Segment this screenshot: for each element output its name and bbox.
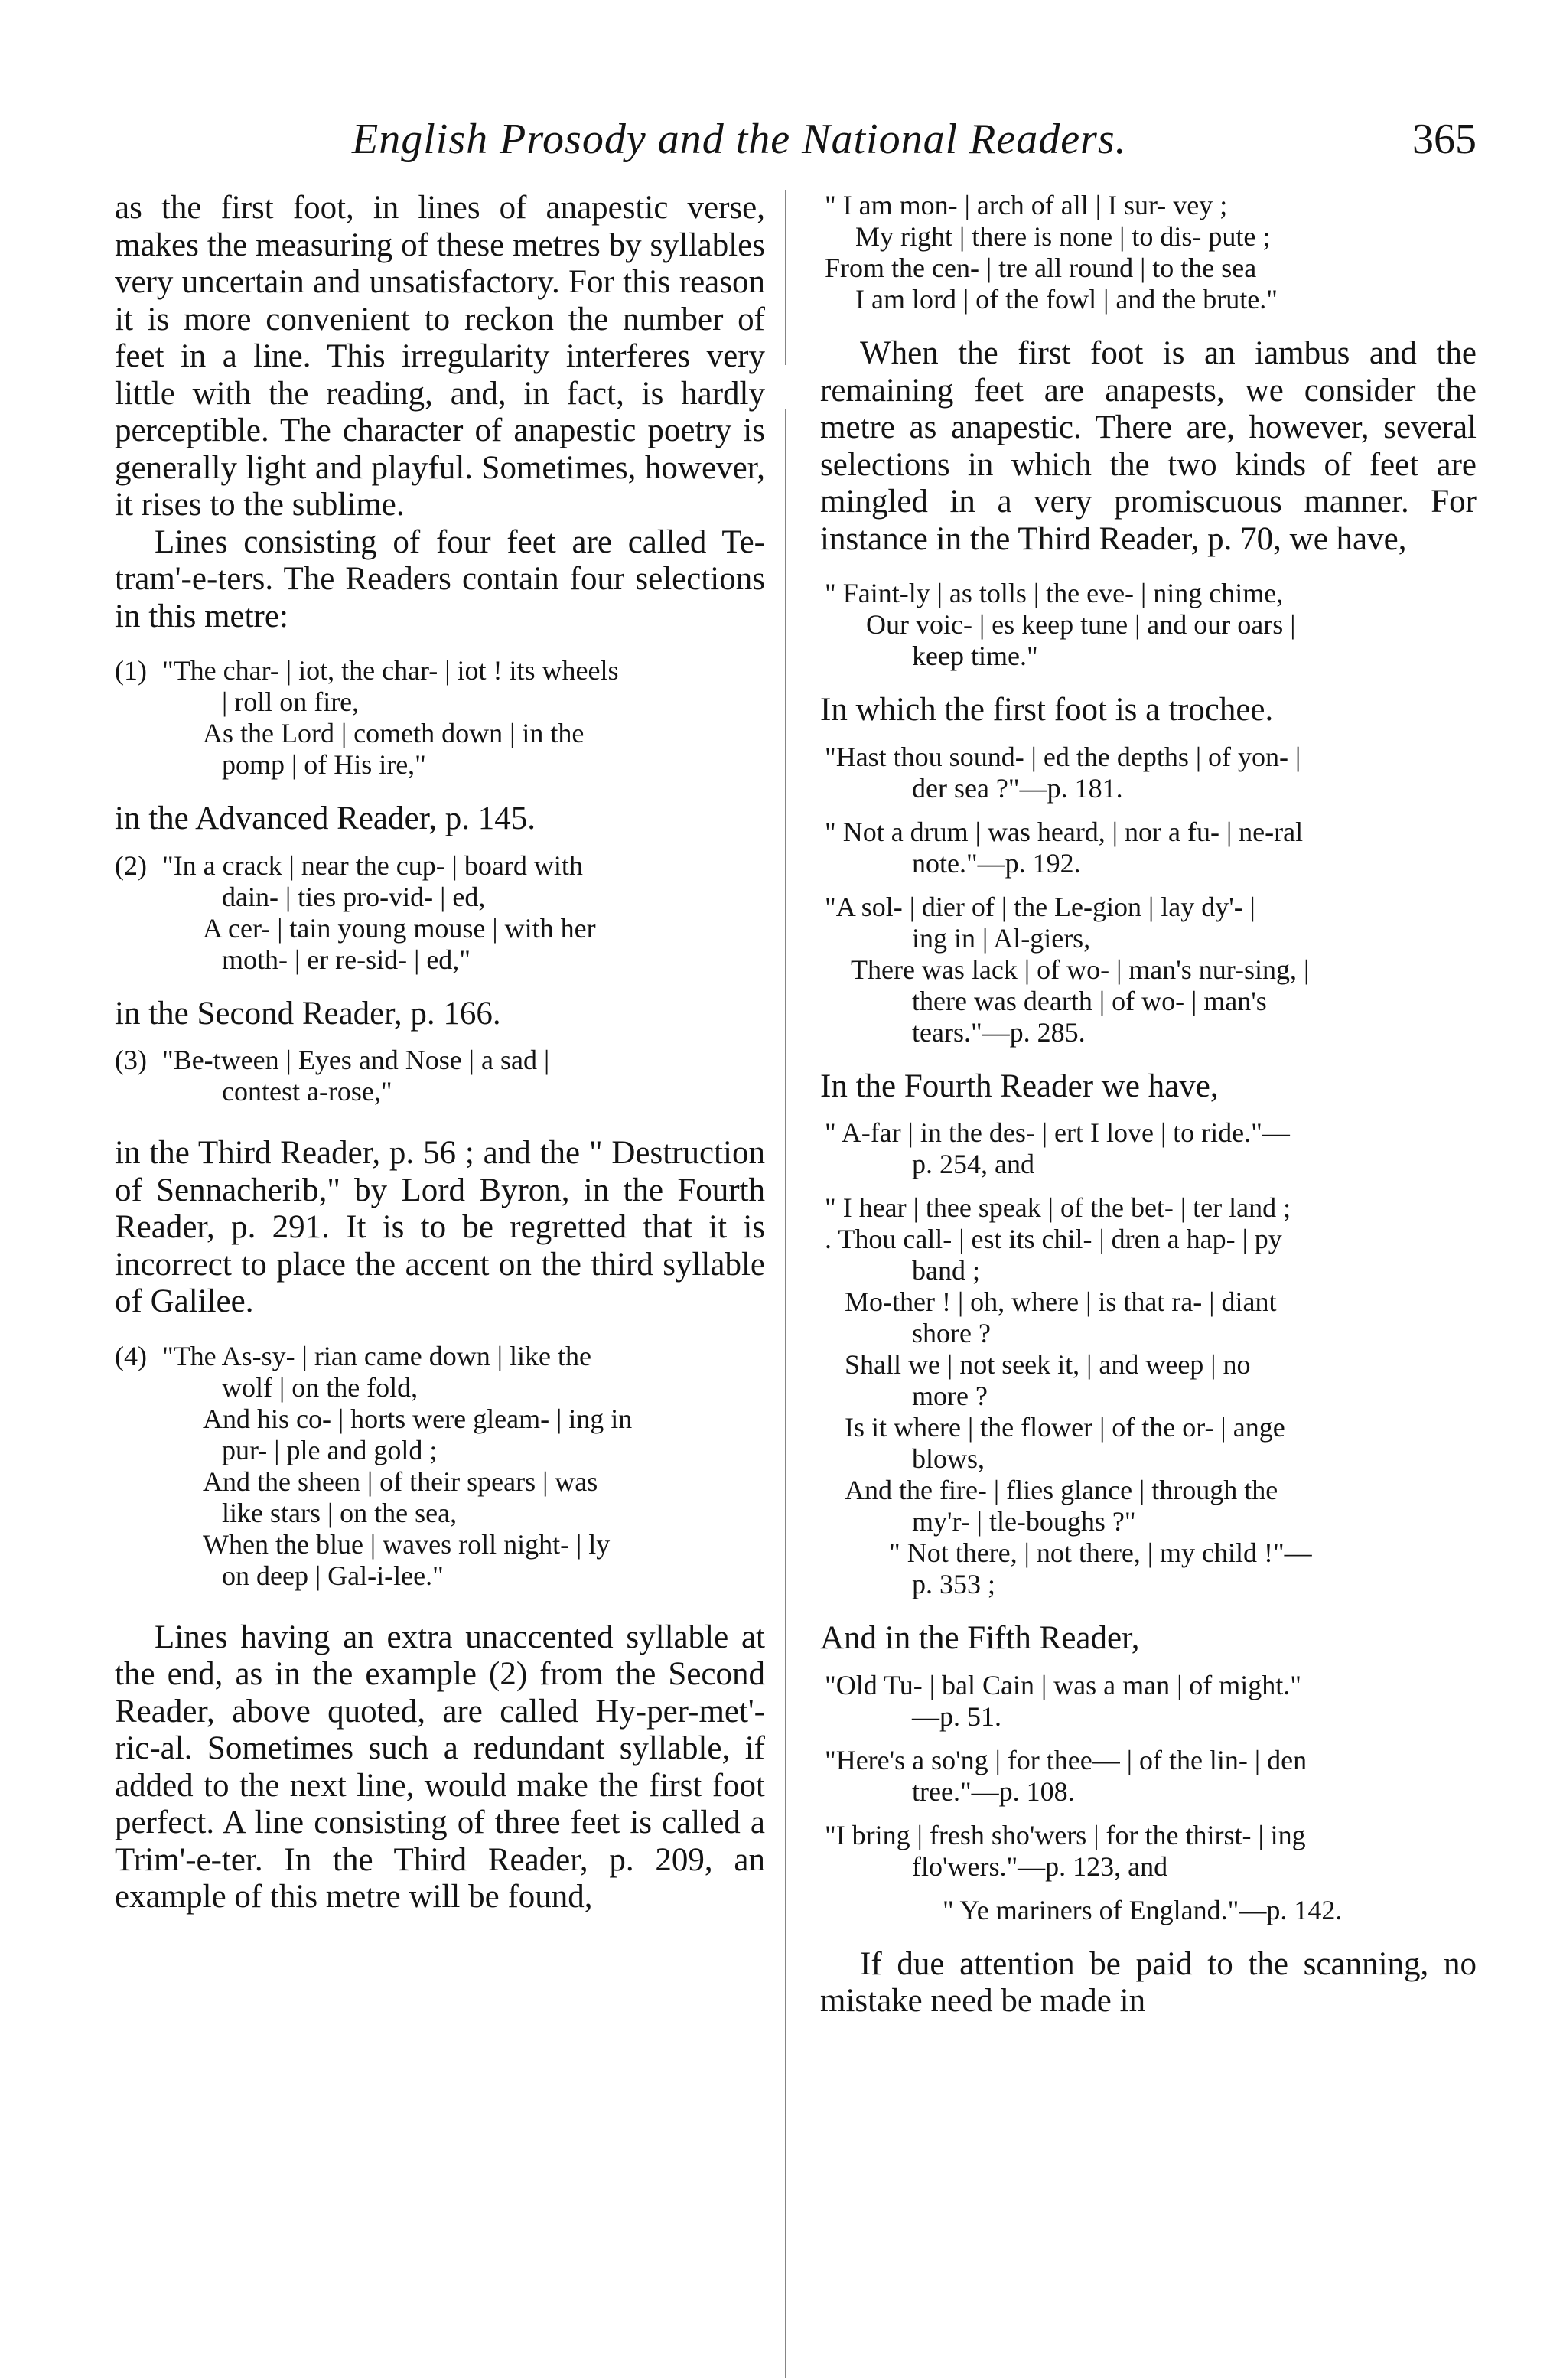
verse-line: My right | there is none | to dis- pute ; [855,221,1271,252]
verse-line: p. 353 ; [912,1569,996,1599]
verse-line: . Thou call- | est its chil- | dren a hap- | py [825,1224,1282,1254]
verse-line: on deep | Gal-i-lee." [222,1560,444,1591]
verse-line: "Here's a so'ng | for thee— | of the lin- | den [825,1744,1307,1775]
verse-line: more ? [912,1381,988,1411]
paragraph: in the Third Reader, p. 56 ; and the " Destruction of Sennacherib," by Lord Byron, in the Fourth Reader, p. 291. It is to be regretted that it is incorrect to place the accent on the third syllable of Galilee. [115,1135,765,1319]
verse-line: "In a crack | near the cup- | board with [162,849,583,881]
verse-line: my'r- | tle-boughs ?" [912,1506,1136,1537]
page-number: 365 [1412,116,1477,163]
verse-line: contest a-rose," [222,1076,392,1107]
paragraph: in the Advanced Reader, p. 145. [115,800,536,836]
verse-line: "Hast thou sound- | ed the depths | of yon- | [825,741,1301,772]
paragraph: in the Second Reader, p. 166. [115,995,501,1032]
verse-quote [820,190,1477,315]
verse-line: shore ? [912,1318,991,1348]
verse-line: And the fire- | flies glance | through the [845,1475,1278,1505]
verse-line: Mo-ther ! | oh, where | is that ra- | diant [845,1286,1277,1317]
verse-line: pomp | of His ire," [222,749,426,780]
paragraph: In which the first foot is a trochee. [820,692,1274,728]
verse-line: keep time." [912,641,1038,671]
verse-line: Our voic- | es keep tune | and our oars | [866,609,1296,640]
verse-line: p. 254, and [912,1149,1034,1179]
verse-line: there was dearth | of wo- | man's [912,985,1267,1016]
verse-line: " Faint-ly | as tolls | the eve- | ning chime, [825,578,1284,608]
verse-quote [820,1745,1477,1808]
verse-quote [820,1670,1477,1733]
left-column [115,190,765,1916]
verse-line: When the blue | waves roll night- | ly [203,1528,611,1560]
verse-line: "The As-sy- | rian came down | like the [162,1340,591,1371]
verse-line: " Ye mariners of England."—p. 142. [943,1894,1343,1925]
verse-line: tears."—p. 285. [912,1016,1086,1048]
verse-quote [820,1895,1477,1926]
paragraph: And in the Fifth Reader, [820,1620,1140,1656]
verse-quote: (2) "In a crack | near the cup- | board with dain- | ties pro-vid- | ed, A cer- | tain young mouse | with her moth- | er re-sid- | ed," [115,850,765,976]
verse-line: There was lack | of wo- | man's nur-sing, | [851,954,1310,985]
verse-quote [820,578,1477,672]
verse-quote: (3) "Be-tween | Eyes and Nose | a sad | contest a-rose," [115,1045,765,1107]
verse-line: " Not a drum | was heard, | nor a fu- | ne-ral [825,816,1304,847]
verse-line: "Be-tween | Eyes and Nose | a sad | [162,1045,550,1075]
verse-line: der sea ?"—p. 181. [912,772,1123,804]
verse-line: " I hear | thee speak | of the bet- | ter land ; [825,1192,1291,1223]
verse-line: like stars | on the sea, [222,1497,458,1528]
column-divider [785,190,786,2378]
verse-quote [820,742,1477,804]
verse-line: "A sol- | dier of | the Le-gion | lay dy'- | [825,891,1255,922]
paragraph: as the first foot, in lines of anapestic verse, makes the measuring of these metres by syllables very uncertain and unsatisfactory. For this reason it is more convenient to reckon the number of feet in a line. This irregularity interferes very little with the reading, and, in fact, is hardly perceptible. The character of anapestic poetry is generally light and playful. Sometimes, however, it rises to the sublime. [115,190,765,523]
verse-quote: (1) "The char- | iot, the char- | iot ! its wheels | roll on fire, As the Lord | cometh down | in the pomp | of His ire," [115,655,765,781]
verse-line: Is it where | the flower | of the or- | ange [845,1412,1285,1443]
paragraph: Lines having an extra unaccented syllable at the end, as in the example (2) from the Second Reader, above quoted, are called Hy-per-met'-ric-al. Sometimes such a redundant syllable, if added to the next line, would make the first foot perfect. A line consisting of three feet is called a Trim'-e-ter. In the Third Reader, p. 209, an example of this metre will be found, [115,1619,765,1915]
right-column [820,190,1477,2020]
verse-quote [820,1192,1477,1600]
verse-quote [820,892,1477,1048]
verse-line: ing in | Al-giers, [912,922,1091,954]
verse-line: A cer- | tain young mouse | with her [203,912,596,944]
verse-quote [820,1820,1477,1883]
verse-line: From the cen- | tre all round | to the sea [825,253,1257,283]
verse-line: band ; [912,1255,980,1286]
verse-line: flo'wers."—p. 123, and [912,1850,1168,1882]
verse-line: " Not there, | not there, | my child !"— [889,1537,1312,1568]
paragraph: If due attention be paid to the scanning, no mistake need be made in [820,1945,1477,2019]
verse-quote: (4) "The As-sy- | rian came down | like the wolf | on the fold, And his co- | horts were gleam- | ing in pur- | ple and gold ; And the sheen | of their spears | was like stars | on the sea, When the blue | waves roll night- | ly on deep | Gal-i-lee." [115,1341,765,1592]
verse-line: —p. 51. [912,1700,1001,1732]
verse-line: "I bring | fresh sho'wers | for the thirst- | ing [825,1819,1306,1850]
verse-line: And his co- | horts were gleam- | ing in [203,1403,633,1434]
verse-quote [820,817,1477,879]
running-title: English Prosody and the National Readers. [352,116,1127,163]
verse-line: tree."—p. 108. [912,1775,1075,1807]
verse-line: blows, [912,1443,985,1474]
verse-line: And the sheen | of their spears | was [203,1465,598,1497]
verse-line: "Old Tu- | bal Cain | was a man | of might." [825,1669,1301,1700]
verse-line: "The char- | iot, the char- | iot ! its wheels [162,655,619,686]
verse-line: | roll on fire, [222,686,360,717]
verse-line: " A-far | in the des- | ert I love | to ride."— [825,1117,1290,1148]
verse-line: note."—p. 192. [912,847,1081,879]
verse-line: dain- | ties pro-vid- | ed, [222,881,486,912]
verse-line: wolf | on the fold, [222,1371,418,1403]
paragraph: In the Fourth Reader we have, [820,1068,1219,1104]
paragraph: When the first foot is an iambus and the remaining feet are anapests, we consider the metre as anapestic. There are, however, several selections in which the two kinds of feet are mingled in a very promiscuous manner. For instance in the Third Reader, p. 70, we have, [820,335,1477,557]
verse-line: moth- | er re-sid- | ed," [222,944,471,975]
paragraph: Lines consisting of four feet are called Te-tram'-e-ters. The Readers contain four selections in this metre: [115,523,765,634]
verse-line: Shall we | not seek it, | and weep | no [845,1349,1251,1380]
verse-line: pur- | ple and gold ; [222,1434,438,1465]
verse-line: I am lord | of the fowl | and the brute." [855,284,1278,315]
verse-line: " I am mon- | arch of all | I sur- vey ; [825,190,1228,220]
running-head [115,115,1477,176]
verse-quote [820,1117,1477,1180]
verse-line: As the Lord | cometh down | in the [203,718,585,748]
